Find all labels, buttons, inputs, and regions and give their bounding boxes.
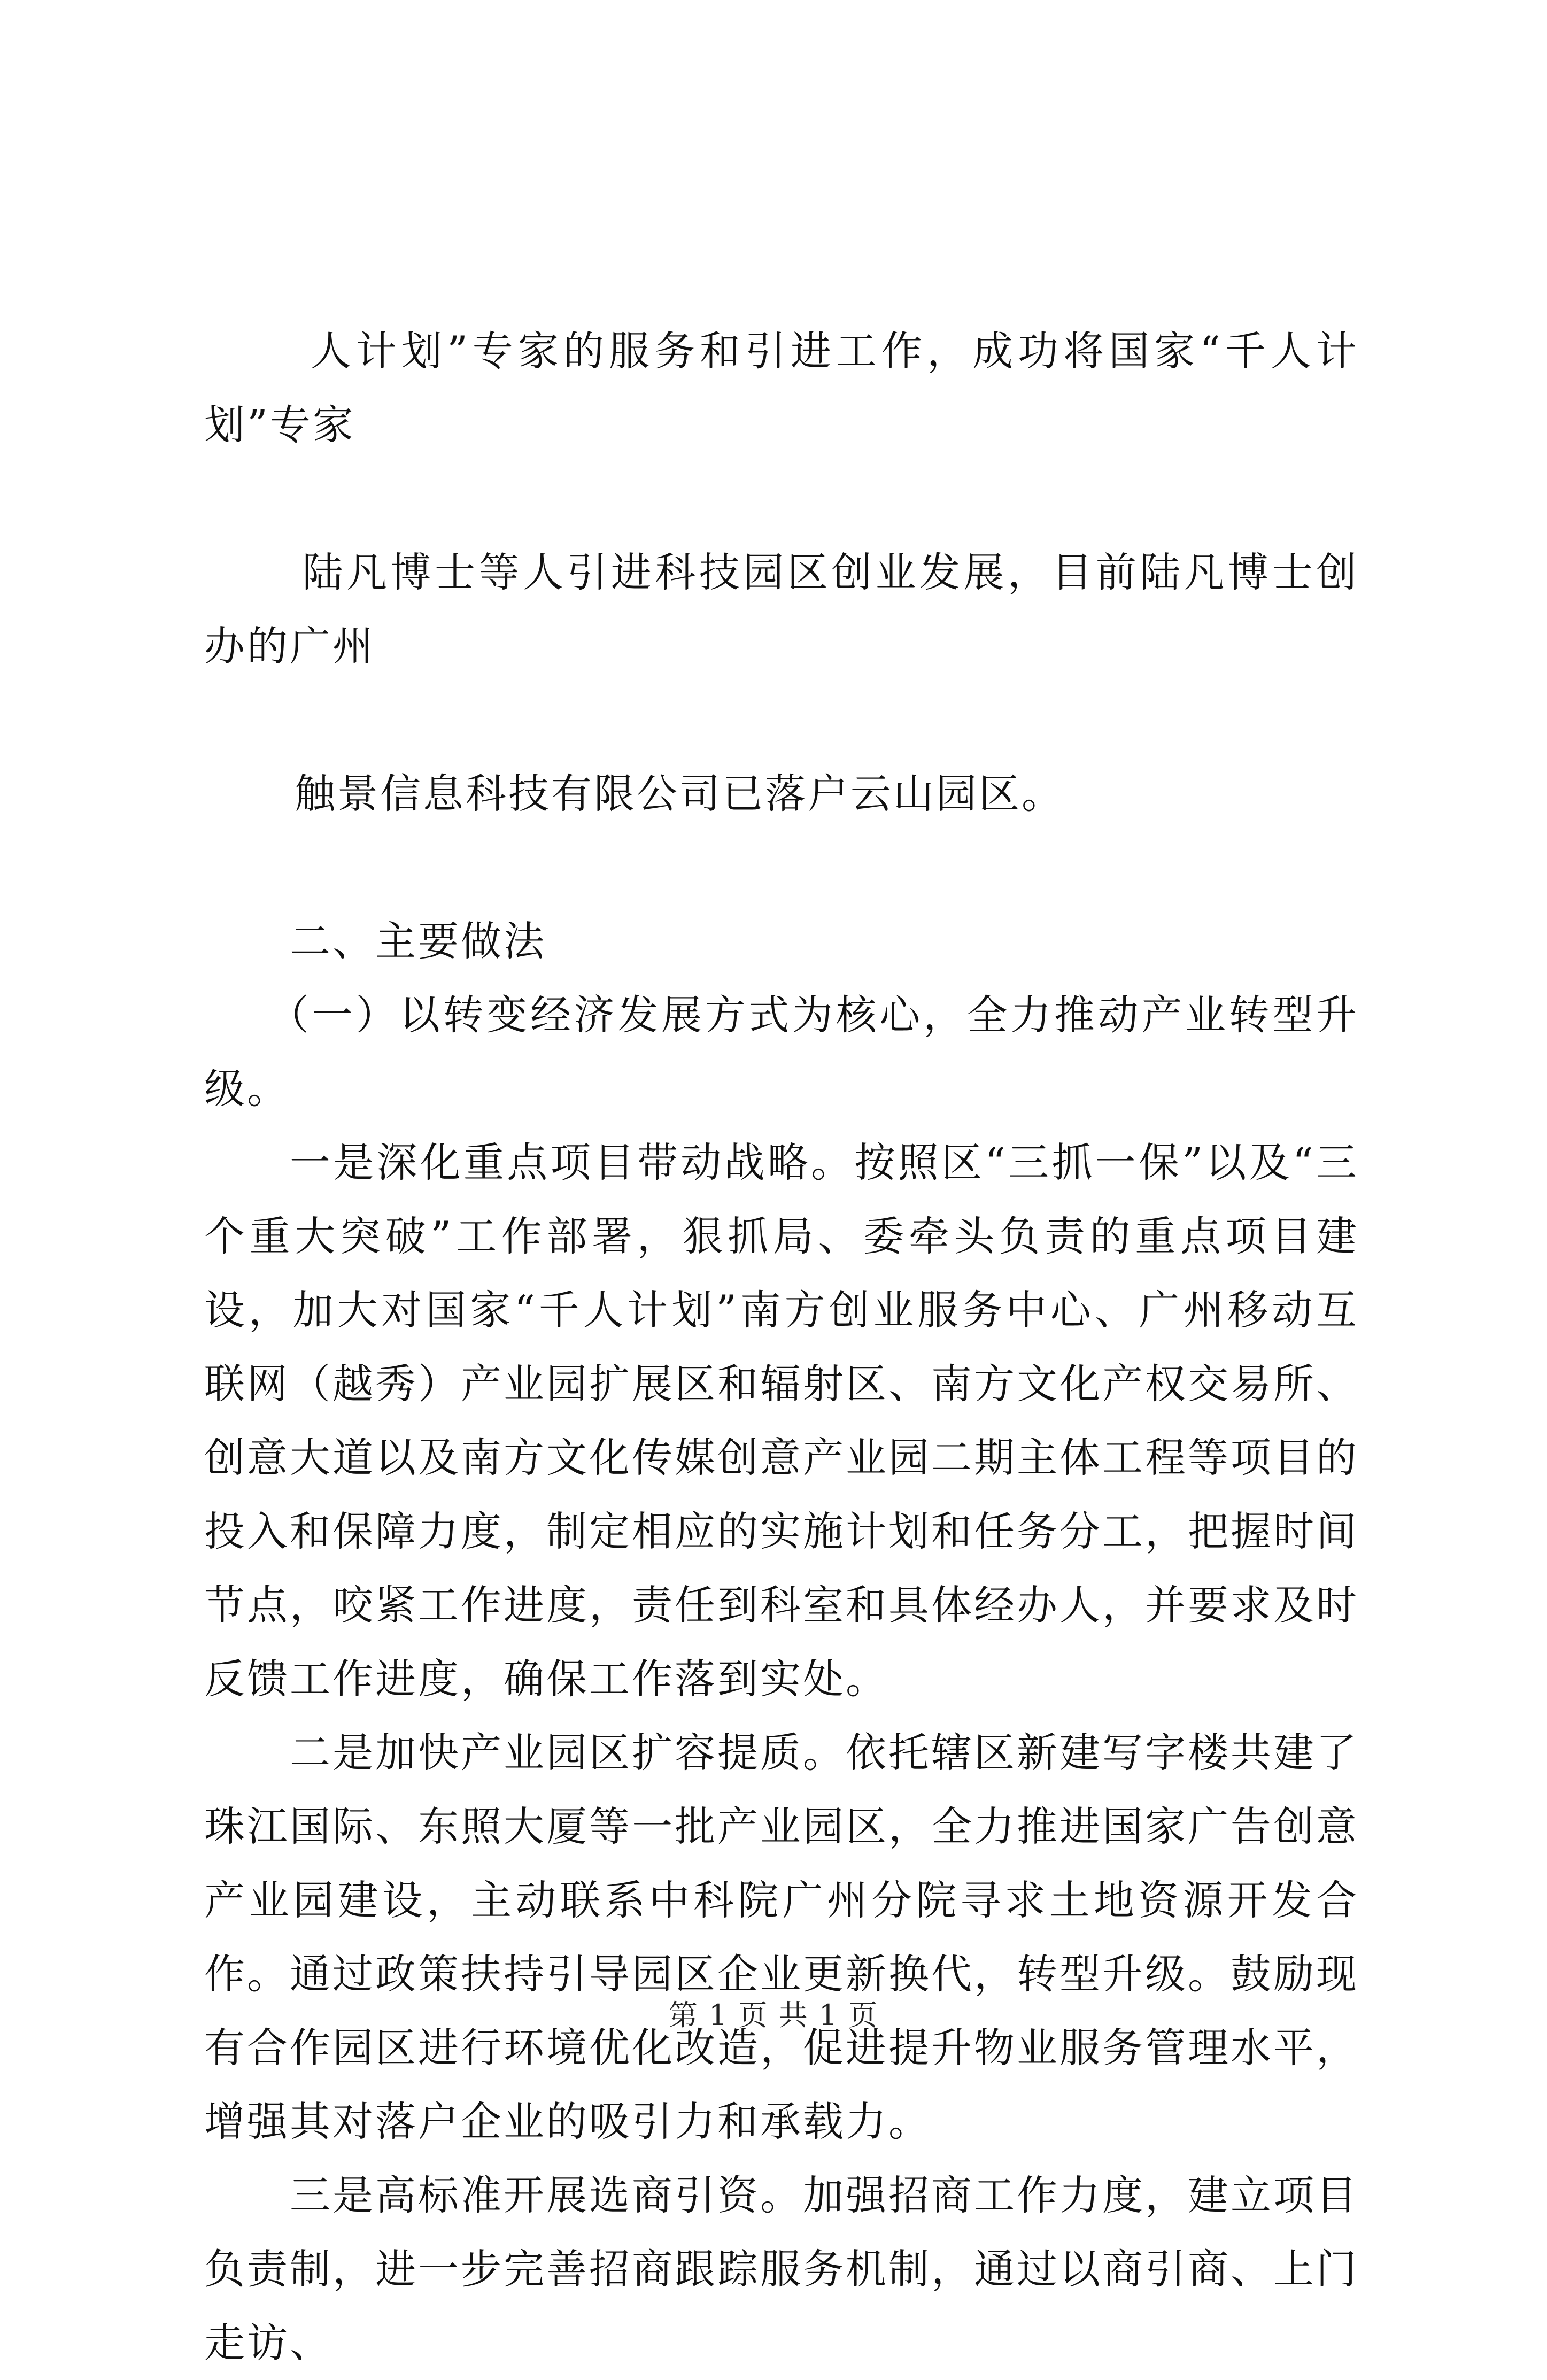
continued-line-3: 触景信息科技有限公司已落户云山园区。 <box>294 770 1064 817</box>
continued-paragraph <box>204 241 1359 905</box>
sub-heading: （一）以转变经济发展方式为核心，全力推动产业转型升级。 <box>204 991 1359 1112</box>
continued-line-1: 人计划”专家的服务和引进工作，成功将国家“千人计划”专家 <box>204 327 1359 449</box>
section-heading: 二、主要做法 <box>290 917 546 965</box>
paragraph-industrial-parks: 二是加快产业园区扩容提质。依托辖区新建写字楼共建了珠江国际、东照大厦等一批产业园区，全力推进国家广告创意产业园建设，主动联系中科院广州分院寻求土地资源开发合作。通过政策扶持引导园区企业更新换代，转型升级。鼓励现有合作园区进行环境优化改造，促进提升物业服务管理水平，增强其对落户企业的吸引力和承载力。 <box>204 1729 1359 2145</box>
page-footer: 第 1 页 共 1 页 <box>668 1998 879 2032</box>
document-body <box>204 241 1359 2380</box>
paragraph-investment: 三是高标准开展选商引资。加强招商工作力度，建立项目负责制，进一步完善招商跟踪服务机制，通过以商引商、上门走访、 <box>204 2172 1359 2367</box>
continued-line-2: 陆凡博士等人引进科技园区创业发展，目前陆凡博士创办的广州 <box>204 548 1359 670</box>
paragraph-key-projects: 一是深化重点项目带动战略。按照区“三抓一保”以及“三个重大突破”工作部署，狠抓局、委牵头负责的重点项目建设，加大对国家“千人计划”南方创业服务中心、广州移动互联网（越秀）产业园扩展区和辐射区、南方文化产权交易所、创意大道以及南方文化传媒创意产业园二期主体工程等项目的投入和保障力度，制定相应的实施计划和任务分工，把握时间节点，咬紧工作进度，责任到科室和具体经办人，并要求及时反馈工作进度，确保工作落到实处。 <box>204 1139 1359 1703</box>
